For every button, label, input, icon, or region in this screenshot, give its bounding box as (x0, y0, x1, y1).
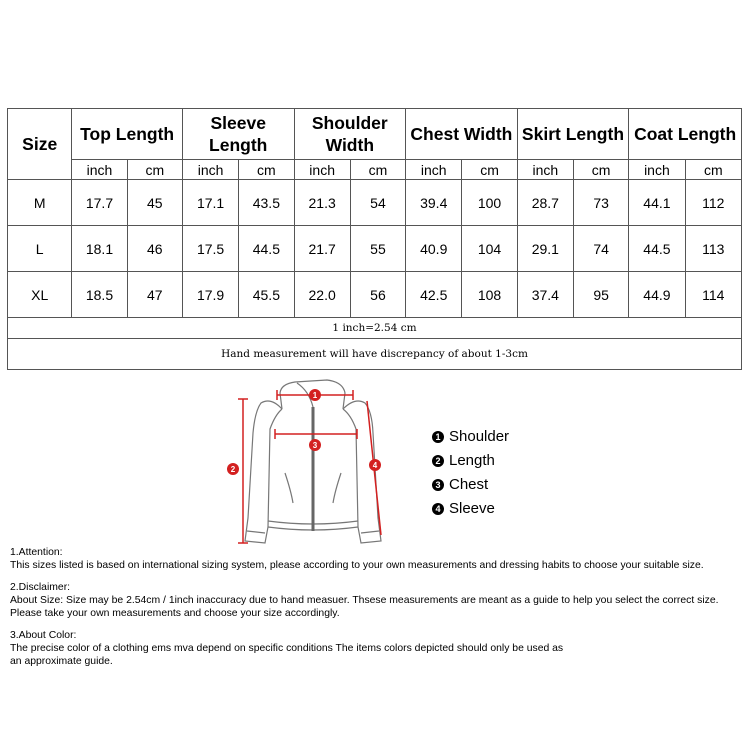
header-chest-width: Chest Width (406, 109, 518, 160)
size-chart-table (7, 108, 742, 370)
legend-number-icon: 3 (432, 479, 444, 491)
value-cell: 73 (573, 180, 628, 226)
unit-header: cm (573, 160, 628, 180)
value-cell: 44.5 (629, 226, 685, 272)
value-cell: 47 (127, 272, 182, 318)
unit-header: cm (685, 160, 741, 180)
legend-number-icon: 2 (432, 455, 444, 467)
measurement-legend (432, 425, 509, 521)
value-cell: 100 (462, 180, 517, 226)
conversion-note: 1 inch=2.54 cm (8, 318, 742, 339)
value-cell: 17.7 (72, 180, 127, 226)
value-cell: 95 (573, 272, 628, 318)
disclaimer-note (10, 581, 748, 620)
value-cell: 55 (350, 226, 405, 272)
value-cell: 39.4 (406, 180, 462, 226)
legend-number-icon: 4 (432, 503, 444, 515)
unit-header: inch (72, 160, 127, 180)
legend-label: Sleeve (449, 500, 495, 517)
legend-item-chest (432, 473, 509, 497)
value-cell: 104 (462, 226, 517, 272)
disclaimer-title: 2.Disclaimer: (10, 582, 71, 593)
value-cell: 56 (350, 272, 405, 318)
value-cell: 40.9 (406, 226, 462, 272)
header-sleeve-length: Sleeve Length (182, 109, 294, 160)
header-top-length: Top Length (72, 109, 183, 160)
value-cell: 28.7 (517, 180, 573, 226)
legend-label: Shoulder (449, 428, 510, 445)
value-cell: 42.5 (406, 272, 462, 318)
value-cell: 44.9 (629, 272, 685, 318)
notes-section (10, 546, 748, 677)
value-cell: 18.1 (72, 226, 127, 272)
value-cell: 18.5 (72, 272, 127, 318)
table-row (8, 180, 742, 226)
discrepancy-note: Hand measurement will have discrepancy of about 1-3cm (8, 339, 742, 370)
unit-header: inch (182, 160, 238, 180)
legend-item-sleeve (432, 497, 509, 521)
marker-4-label: 4 (372, 461, 378, 470)
jacket-measurement-diagram (215, 373, 390, 553)
value-cell: 21.7 (294, 226, 350, 272)
unit-header: cm (350, 160, 405, 180)
color-text: The precise color of a clothing ems mva depend on specific conditions The items colors depicted should only be used as (10, 643, 564, 654)
legend-item-shoulder (432, 425, 509, 449)
attention-text: This sizes listed is based on international sizing system, please according to your own measurements and dressing habits to choose your suitable size. (10, 560, 704, 571)
unit-header: cm (462, 160, 517, 180)
unit-header: inch (406, 160, 462, 180)
size-cell: XL (8, 272, 72, 318)
value-cell: 44.5 (239, 226, 294, 272)
value-cell: 29.1 (517, 226, 573, 272)
value-cell: 22.0 (294, 272, 350, 318)
unit-header: cm (239, 160, 294, 180)
attention-title: 1.Attention: (10, 547, 63, 558)
value-cell: 43.5 (239, 180, 294, 226)
disclaimer-text: Please take your own measurements and choose your size accordingly. (10, 608, 340, 619)
value-cell: 44.1 (629, 180, 685, 226)
attention-note (10, 546, 748, 572)
value-cell: 112 (685, 180, 741, 226)
marker-2-label: 2 (230, 465, 236, 474)
color-title: 3.About Color: (10, 630, 77, 641)
value-cell: 21.3 (294, 180, 350, 226)
value-cell: 17.5 (182, 226, 238, 272)
table-row (8, 272, 742, 318)
header-skirt-length: Skirt Length (517, 109, 629, 160)
legend-number-icon: 1 (432, 431, 444, 443)
unit-header: inch (629, 160, 685, 180)
color-text: an approximate guide. (10, 656, 113, 667)
legend-label: Length (449, 452, 495, 469)
marker-1-label: 1 (312, 391, 318, 400)
size-cell: L (8, 226, 72, 272)
value-cell: 54 (350, 180, 405, 226)
disclaimer-text: About Size: Size may be 2.54cm / 1inch inaccuracy due to hand measuer. Thsese measurements are meant as a guide to help you select the correct size. (10, 595, 719, 606)
value-cell: 45.5 (239, 272, 294, 318)
header-shoulder-width: Shoulder Width (294, 109, 406, 160)
unit-header: inch (517, 160, 573, 180)
value-cell: 45 (127, 180, 182, 226)
table-row (8, 226, 742, 272)
value-cell: 37.4 (517, 272, 573, 318)
value-cell: 46 (127, 226, 182, 272)
unit-header: inch (294, 160, 350, 180)
legend-label: Chest (449, 476, 489, 493)
value-cell: 74 (573, 226, 628, 272)
value-cell: 114 (685, 272, 741, 318)
marker-3-label: 3 (312, 441, 318, 450)
value-cell: 108 (462, 272, 517, 318)
legend-item-length (432, 449, 509, 473)
unit-header: cm (127, 160, 182, 180)
color-note (10, 629, 748, 668)
header-coat-length: Coat Length (629, 109, 742, 160)
header-size: Size (8, 109, 72, 180)
value-cell: 17.1 (182, 180, 238, 226)
value-cell: 17.9 (182, 272, 238, 318)
value-cell: 113 (685, 226, 741, 272)
size-cell: M (8, 180, 72, 226)
